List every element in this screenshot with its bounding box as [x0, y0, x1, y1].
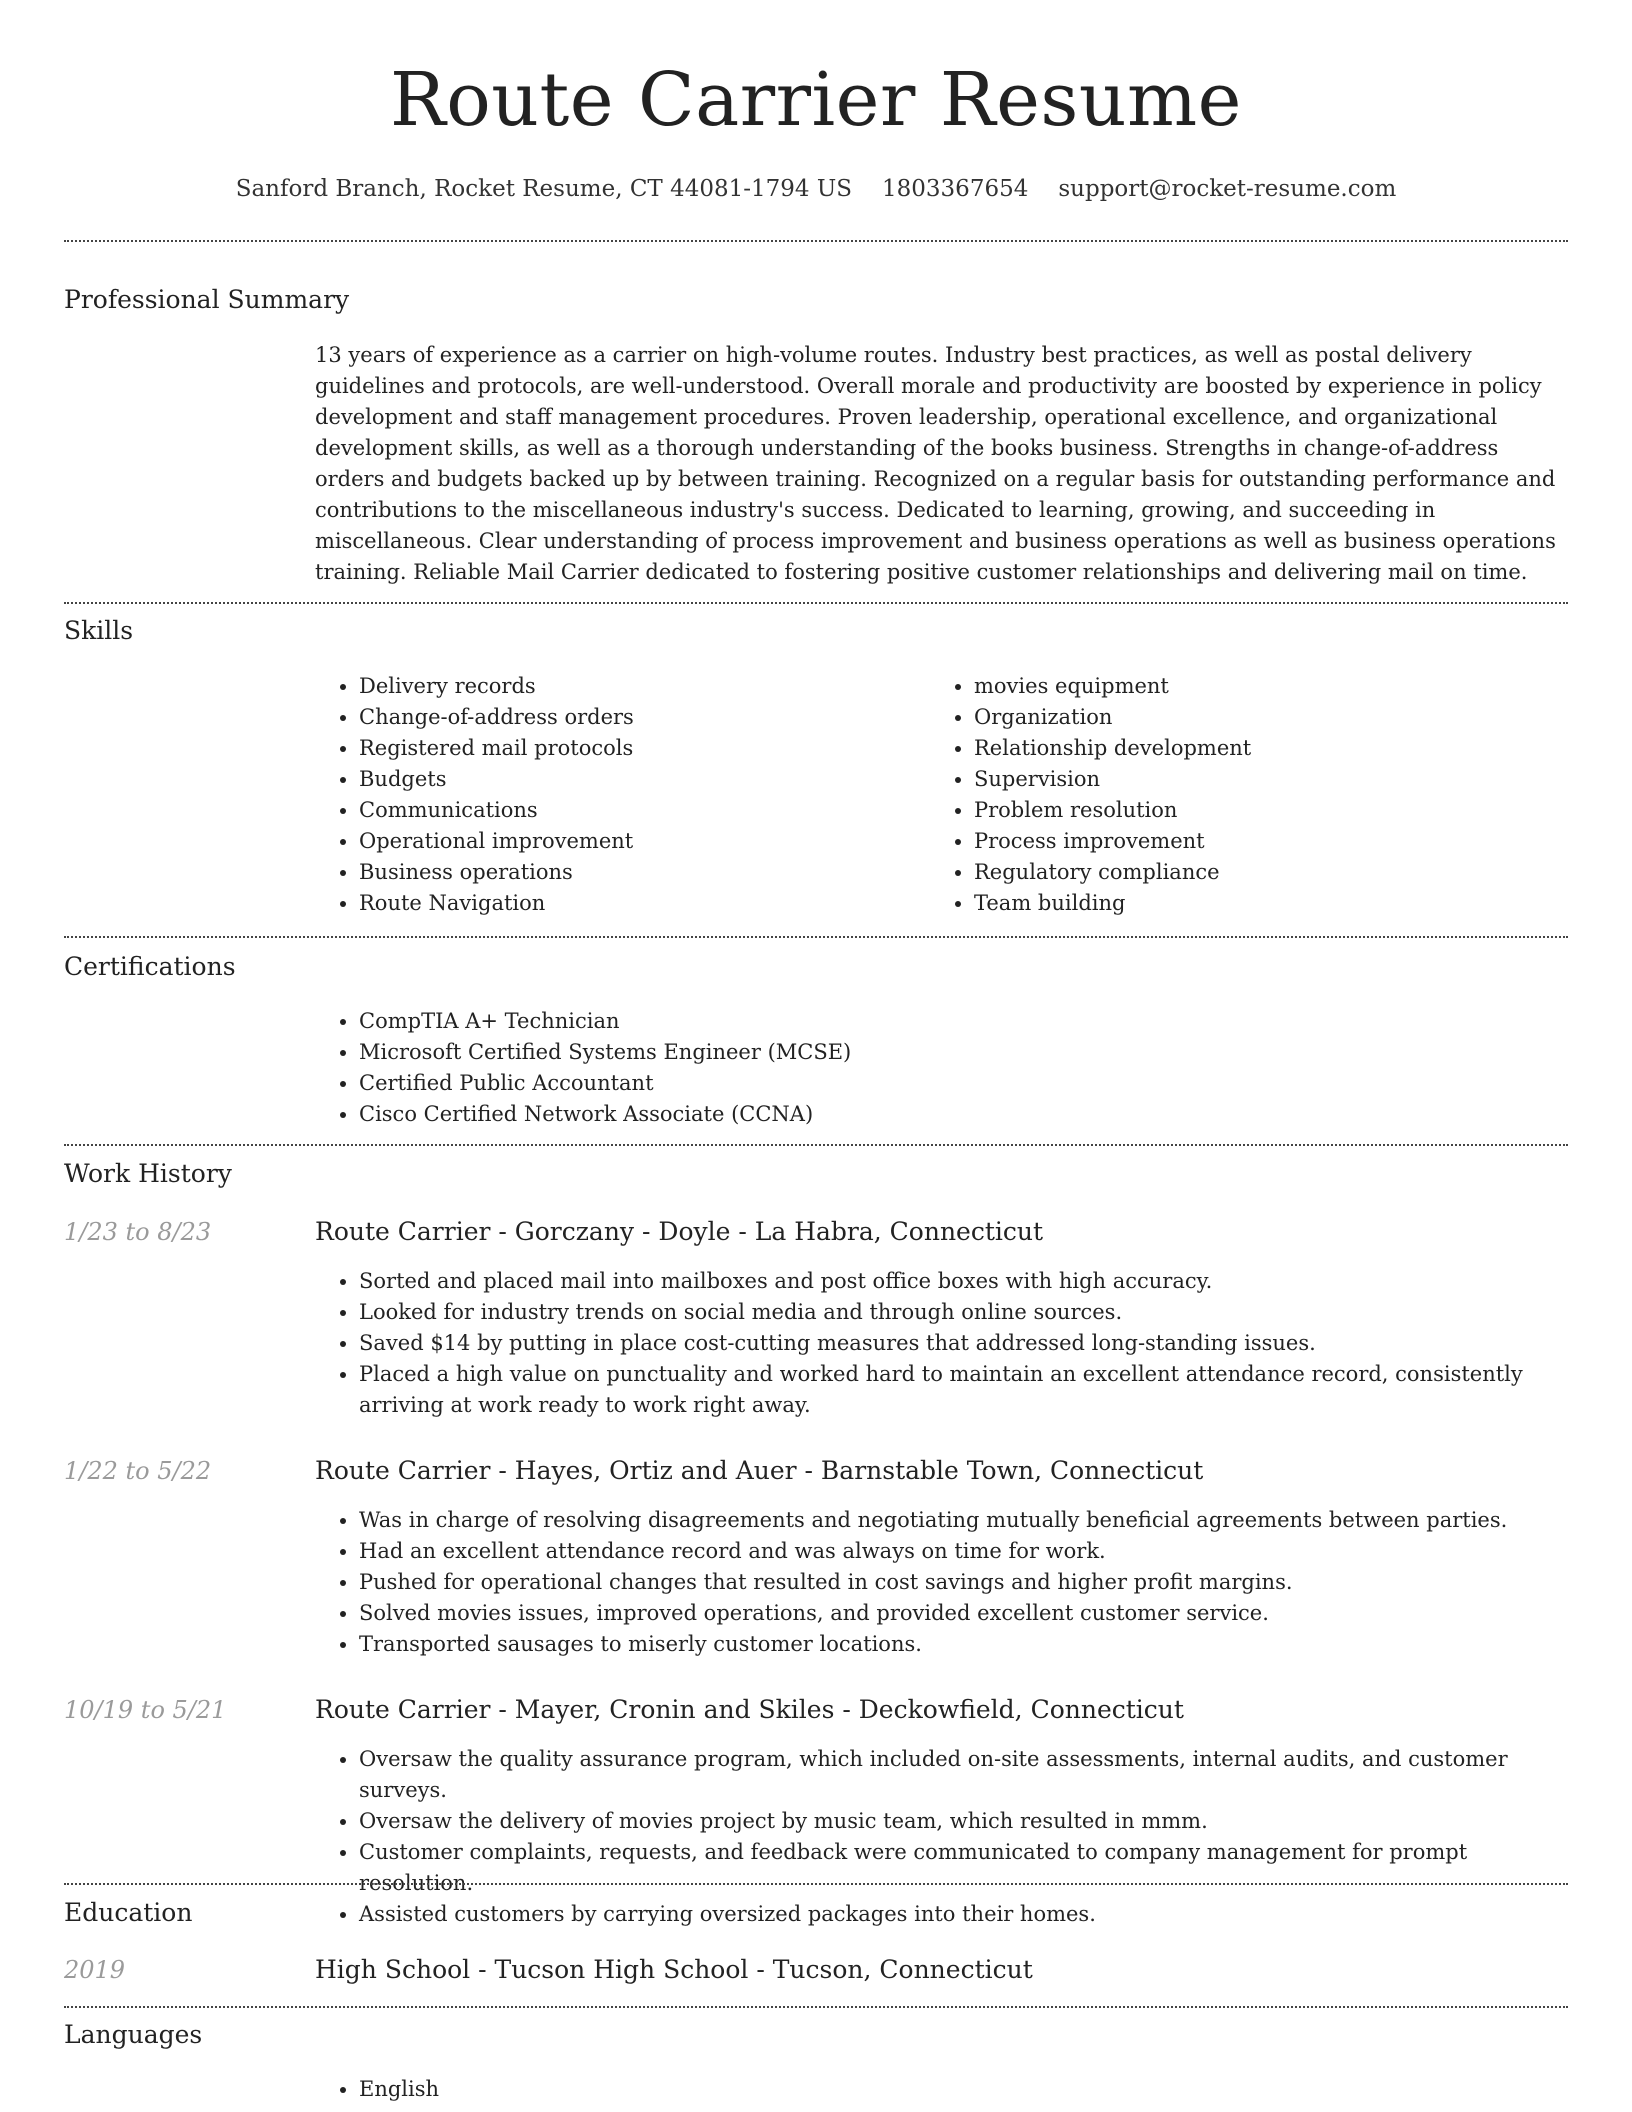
skill-item: • Delivery records [359, 671, 930, 702]
skill-item: • Change-of-address orders [359, 702, 930, 733]
skill-item: • Registered mail protocols [359, 733, 930, 764]
skill-item: • Problem resolution [974, 795, 1545, 826]
job-bullet: • Transported sausages to miserly customer locations. [359, 1629, 1568, 1660]
skills-column-right [930, 671, 1545, 919]
skill-item: • Supervision [974, 764, 1545, 795]
skill-item: • Regulatory compliance [974, 857, 1545, 888]
job-bullet: • Looked for industry trends on social media and through online sources. [359, 1297, 1568, 1328]
contact-phone: 1803367654 [882, 176, 1029, 202]
job-bullet: • Saved $14 by putting in place cost-cutting measures that addressed long-standing issues. [359, 1328, 1568, 1359]
job-bullet: • Solved movies issues, improved operations, and provided excellent customer service. [359, 1598, 1568, 1629]
education-entry: High School - Tucson High School - Tucson, Connecticut [315, 1955, 1033, 1984]
job-bullets [315, 1744, 1568, 1930]
job-bullet: • Customer complaints, requests, and feedback were communicated to company management for prompt resolution. [359, 1837, 1568, 1899]
job-bullet: • Was in charge of resolving disagreements and negotiating mutually beneficial agreements between parties. [359, 1505, 1568, 1536]
skill-item: • Relationship development [974, 733, 1545, 764]
job-bullets [315, 1505, 1568, 1660]
job-dates: 1/23 to 8/23 [64, 1218, 212, 1246]
section-divider [64, 2006, 1568, 2008]
skill-item: • Route Navigation [359, 888, 930, 919]
job-dates: 1/22 to 5/22 [64, 1457, 212, 1485]
job-bullet: • Oversaw the delivery of movies project by music team, which resulted in mmm. [359, 1806, 1568, 1837]
certifications-heading: Certifications [64, 952, 236, 981]
languages-heading: Languages [64, 2020, 203, 2049]
job-bullets [315, 1266, 1568, 1421]
skill-item: • Process improvement [974, 826, 1545, 857]
job-bullet: • Had an excellent attendance record and was always on time for work. [359, 1536, 1568, 1567]
job-heading: Route Carrier - Mayer, Cronin and Skiles - Deckowfield, Connecticut [315, 1695, 1184, 1724]
job-bullet: • Pushed for operational changes that resulted in cost savings and higher profit margins. [359, 1567, 1568, 1598]
skill-item: • Operational improvement [359, 826, 930, 857]
languages-section [315, 2074, 1568, 2105]
summary-heading: Professional Summary [64, 285, 350, 314]
resume-header [0, 0, 1632, 204]
job-heading: Route Carrier - Gorczany - Doyle - La Habra, Connecticut [315, 1217, 1044, 1246]
contact-line [0, 174, 1632, 204]
section-divider [64, 1883, 1568, 1885]
certification-item: • CompTIA A+ Technician [359, 1006, 1568, 1037]
education-heading: Education [64, 1898, 193, 1927]
job-dates: 10/19 to 5/21 [64, 1696, 227, 1724]
section-divider [64, 936, 1568, 938]
certification-item: • Cisco Certified Network Associate (CCNA) [359, 1099, 1568, 1130]
job-bullet: • Assisted customers by carrying oversized packages into their homes. [359, 1899, 1568, 1930]
skill-item: • Team building [974, 888, 1545, 919]
skill-item: • Budgets [359, 764, 930, 795]
skills-heading: Skills [64, 616, 134, 645]
skill-item: • Communications [359, 795, 930, 826]
language-item: • English [359, 2074, 1568, 2105]
job-bullet: • Placed a high value on punctuality and worked hard to maintain an excellent attendance record, consistently arriving at work ready to work right away. [359, 1359, 1568, 1421]
job-bullet: • Sorted and placed mail into mailboxes and post office boxes with high accuracy. [359, 1266, 1568, 1297]
job-heading: Route Carrier - Hayes, Ortiz and Auer - Barnstable Town, Connecticut [315, 1456, 1204, 1485]
summary-section [315, 340, 1568, 588]
certification-item: • Microsoft Certified Systems Engineer (MCSE) [359, 1037, 1568, 1068]
contact-address: Sanford Branch, Rocket Resume, CT 44081-1794 US [235, 176, 853, 202]
certification-item: • Certified Public Accountant [359, 1068, 1568, 1099]
job-bullet: • Oversaw the quality assurance program, which included on-site assessments, internal audits, and customer surveys. [359, 1744, 1568, 1806]
skill-item: • movies equipment [974, 671, 1545, 702]
page-title: Route Carrier Resume [390, 57, 1242, 143]
contact-email[interactable]: support@rocket-resume.com [1058, 176, 1397, 202]
certifications-section [315, 1006, 1568, 1130]
section-divider [64, 602, 1568, 604]
section-divider [64, 240, 1568, 242]
skills-column-left [315, 671, 930, 919]
section-divider [64, 1144, 1568, 1146]
skill-item: • Business operations [359, 857, 930, 888]
skills-section [315, 671, 1568, 919]
skill-item: • Organization [974, 702, 1545, 733]
work-history-heading: Work History [64, 1159, 232, 1188]
summary-text: 13 years of experience as a carrier on high-volume routes. Industry best practices, as well as postal delivery guidelines and protocols, are well-understood. Overall morale and productivity are boosted by experience in policy development and staff management procedures. Proven leadership, operational excellence, and organizational development skills, as well as a thorough understanding of the books business. Strengths in change-of-address orders and budgets backed up by between training. Recognized on a regular basis for outstanding performance and contributions to the miscellaneous industry's success. Dedicated to learning, growing, and succeeding in miscellaneous. Clear understanding of process improvement and business operations as well as business operations training. Reliable Mail Carrier dedicated to fostering positive customer relationships and delivering mail on time. [315, 343, 1556, 584]
education-year: 2019 [64, 1956, 126, 1984]
